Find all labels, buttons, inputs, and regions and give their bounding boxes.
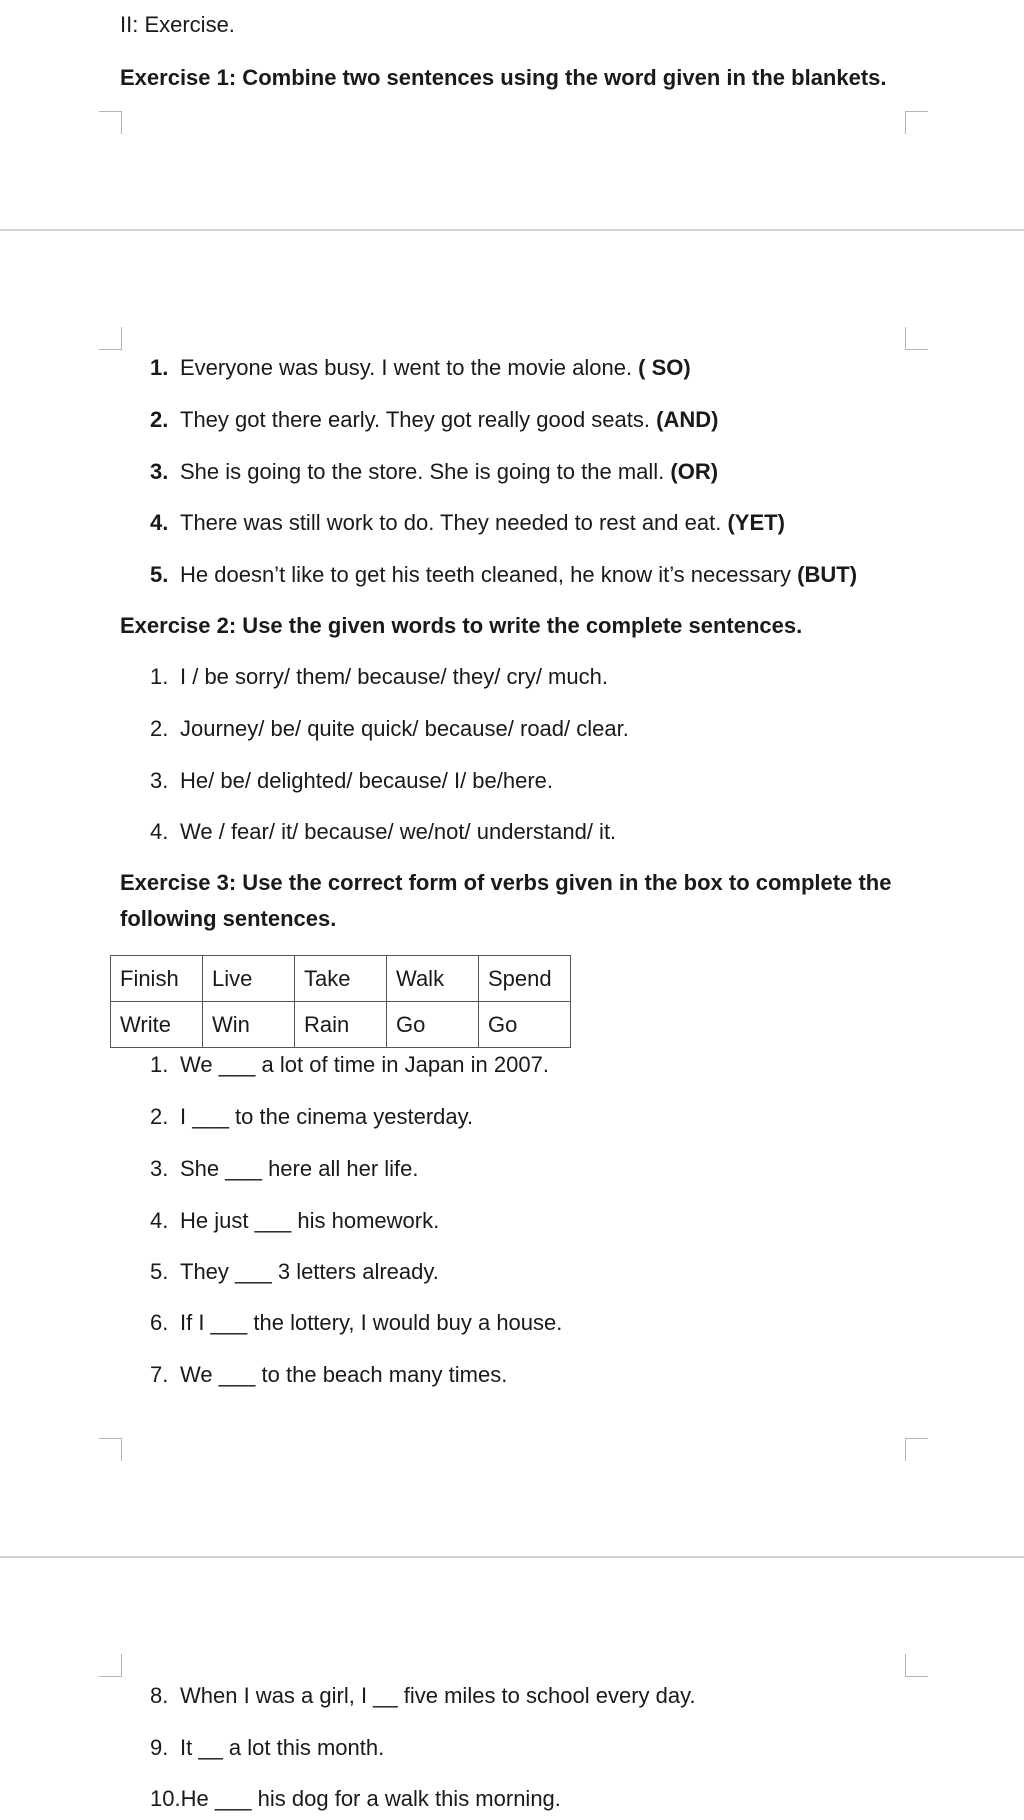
item-text: I ___ to the cinema yesterday. bbox=[180, 1104, 474, 1129]
item-number: 6. bbox=[150, 1310, 169, 1335]
item-text: We / fear/ it/ because/ we/not/ understand/ it. bbox=[180, 819, 617, 844]
item-text: They got there early. They got really good seats. bbox=[180, 407, 657, 432]
margin-corner-mark bbox=[905, 111, 928, 134]
item-number: 7. bbox=[150, 1362, 169, 1387]
item-text: When I was a girl, I __ five miles to school every day. bbox=[180, 1683, 696, 1708]
item-text: We ___ to the beach many times. bbox=[180, 1362, 508, 1387]
page-break bbox=[0, 229, 1024, 231]
page-break bbox=[0, 1556, 1024, 1558]
item-text: It __ a lot this month. bbox=[180, 1735, 385, 1760]
item-number: 3. bbox=[150, 768, 169, 793]
exercise2-title: Exercise 2: Use the given words to write the complete sentences. bbox=[120, 613, 803, 638]
exercise1-item bbox=[150, 355, 691, 381]
margin-corner-mark bbox=[99, 1654, 122, 1677]
exercise1-item bbox=[150, 510, 785, 536]
item-text: Journey/ be/ quite quick/ because/ road/ clear. bbox=[180, 716, 629, 741]
verb-cell: Take bbox=[295, 956, 387, 1002]
item-number: 4. bbox=[150, 510, 169, 535]
item-number: 2. bbox=[150, 407, 169, 432]
verb-cell: Live bbox=[203, 956, 295, 1002]
item-text: He doesn’t like to get his teeth cleaned, he know it’s necessary bbox=[180, 562, 798, 587]
exercise2-item bbox=[150, 664, 608, 690]
exercise3-item bbox=[150, 1156, 419, 1182]
verb-cell: Rain bbox=[295, 1002, 387, 1048]
exercise2-item bbox=[150, 768, 553, 794]
verb-box-table bbox=[110, 955, 571, 1048]
exercise3-item bbox=[150, 1786, 561, 1812]
item-keyword: (AND) bbox=[656, 407, 719, 432]
exercise3-item bbox=[150, 1104, 473, 1130]
exercise3-item bbox=[150, 1310, 562, 1336]
item-number: 4. bbox=[150, 1208, 169, 1233]
item-number: 3. bbox=[150, 1156, 169, 1181]
exercise1-item bbox=[150, 459, 718, 485]
exercise3-title-line1: Exercise 3: Use the correct form of verbs given in the box to complete the bbox=[120, 870, 892, 895]
item-text: We ___ a lot of time in Japan in 2007. bbox=[180, 1052, 549, 1077]
item-number: 1. bbox=[150, 1052, 169, 1077]
exercise3-item bbox=[150, 1052, 549, 1078]
item-number: 10. bbox=[150, 1786, 181, 1811]
item-number: 9. bbox=[150, 1735, 169, 1760]
item-number: 5. bbox=[150, 562, 169, 587]
exercise3-item bbox=[150, 1259, 439, 1285]
margin-corner-mark bbox=[905, 1438, 928, 1461]
exercise3-title-line2: following sentences. bbox=[120, 906, 337, 931]
item-text: He/ be/ delighted/ because/ I/ be/here. bbox=[180, 768, 554, 793]
table-row bbox=[111, 1002, 571, 1048]
section-title: II: Exercise. bbox=[120, 12, 235, 37]
item-text: There was still work to do. They needed to rest and eat. bbox=[180, 510, 728, 535]
exercise1-item bbox=[150, 407, 718, 433]
margin-corner-mark bbox=[99, 327, 122, 350]
exercise3-item bbox=[150, 1362, 507, 1388]
item-text: If I ___ the lottery, I would buy a house. bbox=[180, 1310, 563, 1335]
item-text: They ___ 3 letters already. bbox=[180, 1259, 439, 1284]
exercise1-title: Exercise 1: Combine two sentences using the word given in the blankets. bbox=[120, 65, 887, 90]
item-number: 4. bbox=[150, 819, 169, 844]
exercise3-item bbox=[150, 1683, 696, 1709]
item-number: 1. bbox=[150, 355, 169, 380]
margin-corner-mark bbox=[99, 1438, 122, 1461]
item-keyword: (YET) bbox=[727, 510, 785, 535]
verb-cell: Write bbox=[111, 1002, 203, 1048]
item-number: 3. bbox=[150, 459, 169, 484]
item-keyword: (OR) bbox=[670, 459, 719, 484]
exercise3-item bbox=[150, 1208, 439, 1234]
item-number: 1. bbox=[150, 664, 169, 689]
verb-cell: Spend bbox=[479, 956, 571, 1002]
item-number: 2. bbox=[150, 716, 169, 741]
item-number: 2. bbox=[150, 1104, 169, 1129]
margin-corner-mark bbox=[99, 111, 122, 134]
item-number: 8. bbox=[150, 1683, 169, 1708]
item-keyword: (BUT) bbox=[797, 562, 858, 587]
exercise2-item bbox=[150, 819, 616, 845]
verb-cell: Win bbox=[203, 1002, 295, 1048]
verb-cell: Walk bbox=[387, 956, 479, 1002]
exercise1-item bbox=[150, 562, 857, 588]
item-text: I / be sorry/ them/ because/ they/ cry/ much. bbox=[180, 664, 608, 689]
item-text: He just ___ his homework. bbox=[180, 1208, 440, 1233]
item-keyword: ( SO) bbox=[638, 355, 691, 380]
item-number: 5. bbox=[150, 1259, 169, 1284]
verb-cell: Go bbox=[479, 1002, 571, 1048]
verb-cell: Go bbox=[387, 1002, 479, 1048]
exercise3-item bbox=[150, 1735, 384, 1761]
item-text: She is going to the store. She is going to the mall. bbox=[180, 459, 671, 484]
table-row bbox=[111, 956, 571, 1002]
item-text: She ___ here all her life. bbox=[180, 1156, 419, 1181]
item-text: He ___ his dog for a walk this morning. bbox=[180, 1786, 561, 1811]
exercise2-item bbox=[150, 716, 629, 742]
margin-corner-mark bbox=[905, 1654, 928, 1677]
margin-corner-mark bbox=[905, 327, 928, 350]
item-text: Everyone was busy. I went to the movie alone. bbox=[180, 355, 639, 380]
verb-cell: Finish bbox=[111, 956, 203, 1002]
